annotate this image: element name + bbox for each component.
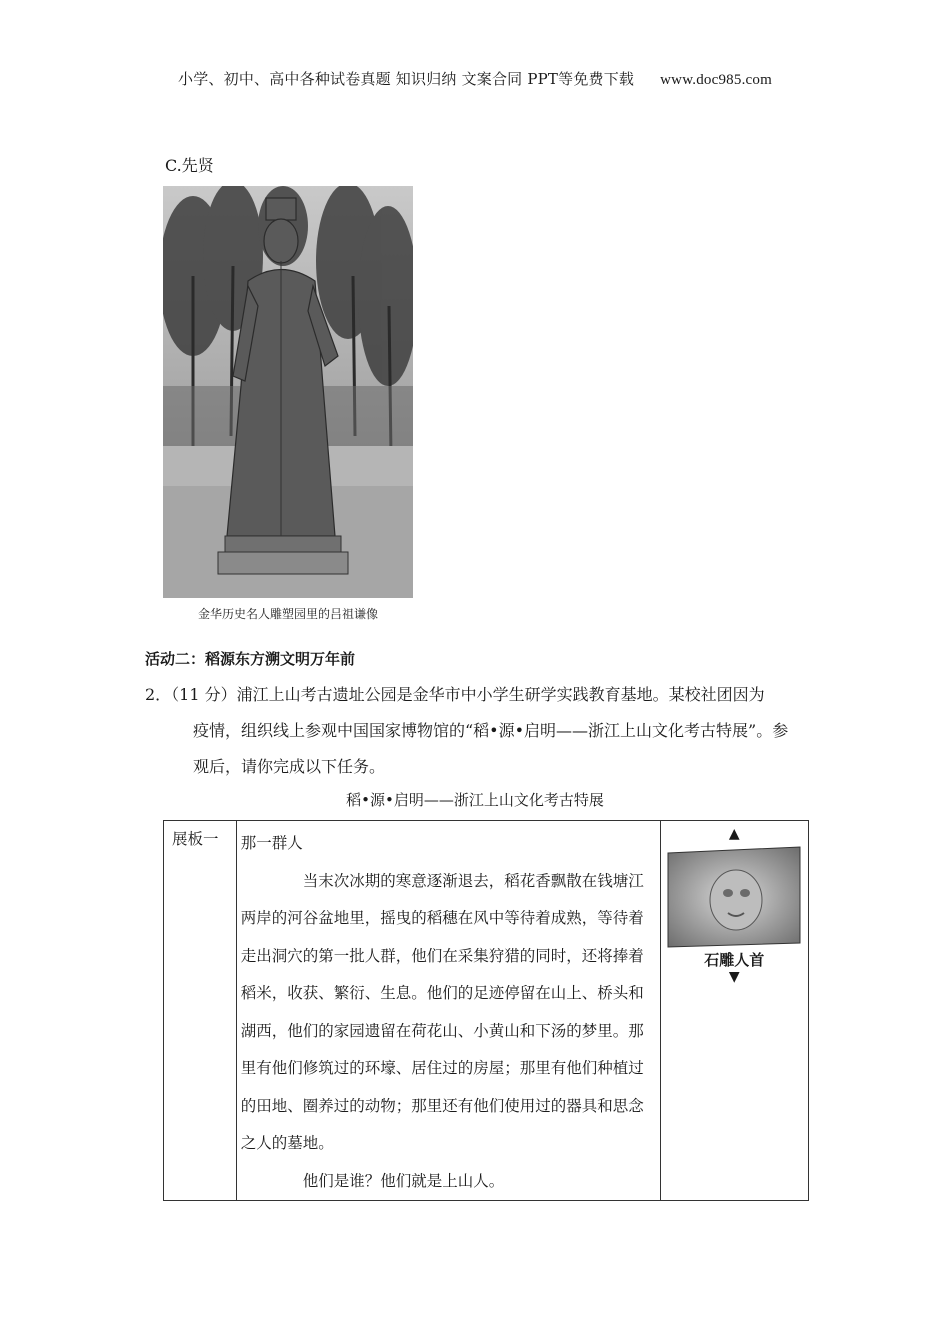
table-row (164, 821, 809, 1201)
question-line-2: 疫情，组织线上参观中国国家博物馆的“稻•源•启明——浙江上山文化考古特展”。参 (193, 721, 789, 740)
panel-paragraph-1: 当末次冰期的寒意逐渐退去，稻花香飘散在钱塘江两岸的河谷盆地里，摇曳的稻穗在风中等待着成熟，等待着走出洞穴的第一批人群，他们在采集狩猎的同时，还将捧着稻米，收获、繁衍、生息。他们的足迹停留在山上、桥头和湖西，他们的家园遗留在荷花山、小黄山和下汤的梦里。那里有他们修筑过的环壕、居住过的房屋；那里有他们种植过的田地、圈养过的动物；那里还有他们使用过的器具和思念之人的墓地。 (240, 871, 644, 1152)
question-line-1: 2．（11 分）浦江上山考古遗址公园是金华市中小学生研学实践教育基地。某校社团因为 (145, 685, 765, 704)
section-title: 活动二：稻源东方溯文明万年前 (145, 650, 356, 668)
panel-text (236, 821, 660, 1201)
question-line-3: 观后，请你完成以下任务。 (193, 757, 386, 776)
statue-caption: 金华历史名人雕塑园里的吕祖谦像 (197, 607, 379, 621)
header-text: 小学、初中、高中各种试卷真题 知识归纳 文案合同 PPT等免费下载 (178, 70, 635, 88)
panel-paragraph-2: 他们是谁？他们就是上山人。 (302, 1171, 505, 1190)
panel-image-cell (660, 821, 809, 1201)
arrow-up-icon: ▲ (728, 826, 740, 842)
photo-caption: 石雕人首 (704, 951, 765, 969)
option-c-label: C.先贤 (165, 156, 214, 175)
page-header (0, 68, 950, 89)
arrow-down-icon: ▼ (728, 969, 740, 985)
question-2 (145, 677, 810, 785)
panel-subtitle: 那一群人 (240, 834, 303, 852)
table-caption: 稻•源•启明——浙江上山文化考古特展 (346, 791, 604, 809)
stone-head-photo (666, 845, 802, 949)
panel-label: 展板一 (164, 821, 237, 1201)
header-site: www.doc985.com (660, 72, 772, 88)
exhibit-table (163, 820, 809, 1201)
statue-photo (163, 186, 413, 626)
